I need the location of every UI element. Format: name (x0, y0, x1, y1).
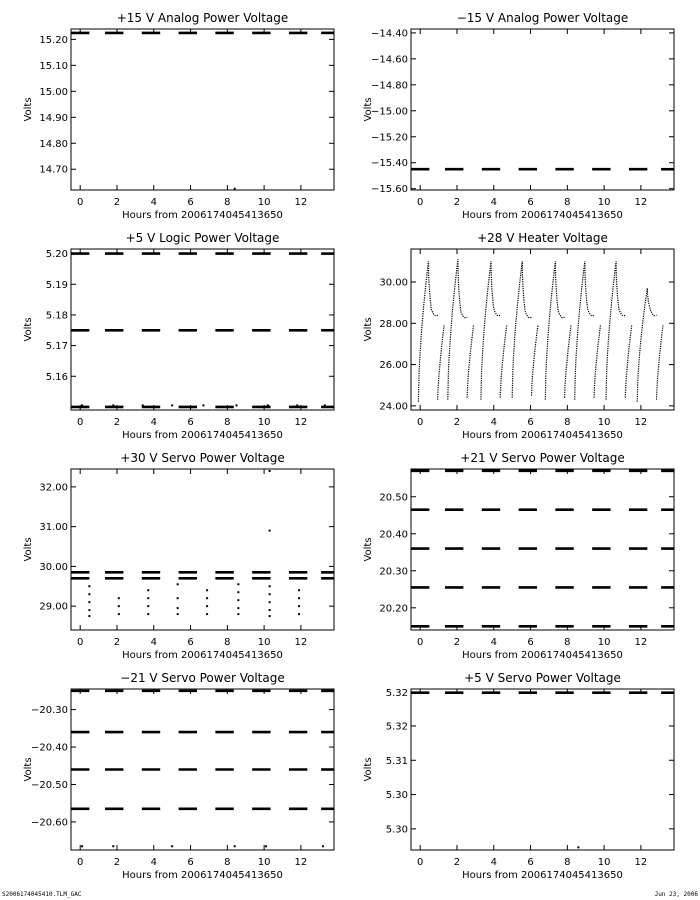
heater-cycle-line (575, 261, 594, 399)
heater-recovery-line (532, 325, 538, 395)
x-tick-label: 6 (527, 197, 534, 208)
y-axis-label: Volts (363, 317, 374, 342)
y-axis-label: Volts (23, 317, 34, 342)
x-tick-label: 12 (294, 417, 308, 428)
y-tick-label: 5.32 (385, 721, 408, 733)
x-tick-label: 6 (187, 197, 194, 208)
x-tick-label: 6 (187, 417, 194, 428)
x-tick-label: 10 (597, 637, 611, 648)
data-point (142, 404, 144, 406)
data-point (237, 591, 239, 593)
y-tick-label: 15.10 (39, 60, 68, 72)
x-tick-label: 2 (453, 857, 461, 868)
data-point (322, 845, 324, 847)
plot-frame (411, 689, 674, 850)
data-point (237, 583, 239, 585)
y-tick-label: −15.40 (370, 158, 408, 170)
data-point (269, 615, 271, 617)
data-point (147, 597, 149, 599)
data-point (118, 613, 120, 615)
data-point (171, 404, 173, 406)
data-point (269, 530, 271, 532)
y-tick-label: 29.00 (39, 601, 68, 613)
data-point (88, 601, 90, 603)
x-tick-label: 12 (294, 637, 308, 648)
y-tick-label: −14.80 (370, 80, 408, 92)
y-tick-label: −15.00 (370, 106, 408, 118)
y-axis-label: Volts (23, 537, 34, 562)
data-point (206, 605, 208, 607)
x-tick-label: 4 (490, 857, 497, 868)
x-tick-label: 0 (417, 857, 424, 868)
data-point (112, 845, 114, 847)
y-tick-label: 32.00 (39, 482, 68, 494)
y-tick-label: 28.00 (379, 318, 408, 330)
x-axis-label: Hours from 2006174045413650 (462, 430, 623, 441)
x-tick-label: 2 (113, 197, 121, 208)
y-tick-label: −15.60 (370, 184, 408, 196)
x-tick-label: 4 (150, 637, 157, 648)
y-tick-label: 14.80 (39, 138, 68, 150)
y-tick-label: 5.31 (385, 755, 408, 767)
x-axis-label: Hours from 2006174045413650 (462, 650, 623, 661)
chart-title: +28 V Heater Voltage (477, 231, 608, 245)
x-tick-label: 4 (150, 197, 157, 208)
data-point (81, 404, 83, 406)
data-point (171, 845, 173, 847)
chart-panel-7 (23, 671, 334, 881)
heater-cycle-line (606, 261, 625, 399)
chart-title: −21 V Servo Power Voltage (120, 671, 285, 685)
x-tick-label: 10 (597, 417, 611, 428)
y-tick-label: 5.20 (45, 249, 68, 261)
chart-panel-8 (363, 671, 674, 881)
data-point (236, 404, 238, 406)
x-tick-label: 0 (77, 417, 84, 428)
x-tick-label: 8 (564, 417, 571, 428)
x-tick-label: 0 (77, 857, 84, 868)
y-tick-label: 5.17 (45, 341, 68, 353)
heater-recovery-line (625, 325, 631, 397)
x-tick-label: 12 (294, 197, 308, 208)
y-tick-label: 14.70 (39, 164, 68, 176)
data-point (88, 615, 90, 617)
x-tick-label: 6 (527, 637, 534, 648)
y-tick-label: 30.00 (39, 561, 68, 573)
data-point (324, 404, 326, 406)
chart-title: +5 V Servo Power Voltage (464, 671, 621, 685)
x-tick-label: 4 (150, 857, 157, 868)
x-axis-label: Hours from 2006174045413650 (462, 210, 623, 221)
heater-recovery-line (657, 325, 664, 399)
y-tick-label: 20.40 (379, 529, 408, 541)
x-tick-label: 8 (224, 857, 231, 868)
x-tick-label: 2 (453, 637, 461, 648)
y-tick-label: 15.20 (39, 34, 68, 46)
x-tick-label: 0 (417, 637, 424, 648)
data-point (147, 613, 149, 615)
plot-frame (71, 29, 334, 190)
data-point (269, 601, 271, 603)
y-tick-label: 30.00 (379, 277, 408, 289)
data-point (269, 593, 271, 595)
data-point (269, 609, 271, 611)
x-tick-label: 4 (490, 417, 497, 428)
chart-title: +5 V Logic Power Voltage (125, 231, 280, 245)
data-point (177, 597, 179, 599)
footer-right-label: Jun 23, 2006 (654, 891, 698, 898)
x-tick-label: 10 (257, 417, 271, 428)
x-axis-label: Hours from 2006174045413650 (122, 650, 283, 661)
data-point (298, 613, 300, 615)
chart-title: +30 V Servo Power Voltage (120, 451, 285, 465)
y-tick-label: 31.00 (39, 522, 68, 534)
footer-left-label: S2006174045410.TLM_GAC (2, 891, 82, 898)
x-tick-label: 8 (564, 637, 571, 648)
data-point (237, 613, 239, 615)
plot-frame (411, 249, 674, 410)
plot-frame (71, 469, 334, 630)
x-tick-label: 0 (77, 637, 84, 648)
x-axis-label: Hours from 2006174045413650 (462, 870, 623, 881)
x-tick-label: 8 (224, 197, 231, 208)
data-point (296, 404, 298, 406)
chart-panel-2 (363, 11, 674, 221)
data-point (88, 585, 90, 587)
data-point (147, 605, 149, 607)
heater-recovery-line (467, 325, 473, 397)
x-tick-label: 2 (113, 637, 121, 648)
x-tick-label: 6 (187, 637, 194, 648)
y-axis-label: Volts (363, 97, 374, 122)
chart-panel-1 (23, 11, 334, 221)
chart-title: −15 V Analog Power Voltage (456, 11, 629, 25)
data-point (269, 585, 271, 587)
heater-recovery-line (565, 325, 571, 397)
heater-cycle-line (637, 288, 656, 402)
heater-cycle-line (481, 261, 500, 399)
y-tick-label: 5.18 (45, 310, 68, 322)
y-tick-label: −20.30 (30, 705, 68, 717)
x-tick-label: 8 (564, 197, 571, 208)
data-point (206, 613, 208, 615)
y-tick-label: −14.60 (370, 54, 408, 66)
y-tick-label: −20.40 (30, 742, 68, 754)
data-point (237, 599, 239, 601)
heater-cycle-line (448, 259, 467, 399)
heater-cycle-line (512, 261, 531, 397)
data-point (118, 605, 120, 607)
data-point (577, 846, 579, 848)
x-tick-label: 2 (113, 857, 121, 868)
x-tick-label: 12 (634, 197, 648, 208)
chart-panel-4 (363, 231, 674, 441)
data-point (147, 589, 149, 591)
heater-recovery-line (438, 325, 444, 399)
x-axis-label: Hours from 2006174045413650 (122, 870, 283, 881)
x-tick-label: 10 (257, 637, 271, 648)
chart-title: +15 V Analog Power Voltage (116, 11, 289, 25)
data-point (206, 589, 208, 591)
data-point (88, 609, 90, 611)
y-tick-label: 14.90 (39, 112, 68, 124)
x-tick-label: 4 (150, 417, 157, 428)
data-point (118, 597, 120, 599)
y-tick-label: 15.00 (39, 86, 68, 98)
y-tick-label: 5.30 (385, 824, 408, 836)
data-point (237, 607, 239, 609)
data-point (234, 845, 236, 847)
y-tick-label: 5.32 (385, 688, 408, 700)
x-tick-label: 8 (224, 417, 231, 428)
x-tick-label: 10 (597, 197, 611, 208)
x-tick-label: 2 (453, 197, 461, 208)
data-point (177, 583, 179, 585)
y-axis-label: Volts (23, 97, 34, 122)
x-tick-label: 6 (527, 417, 534, 428)
x-tick-label: 8 (224, 637, 231, 648)
y-tick-label: 5.16 (45, 371, 68, 383)
data-point (298, 605, 300, 607)
x-tick-label: 0 (77, 197, 84, 208)
data-point (177, 607, 179, 609)
y-tick-label: 26.00 (379, 360, 408, 372)
chart-panel-3 (23, 231, 334, 441)
x-tick-label: 10 (257, 857, 271, 868)
data-point (269, 470, 271, 472)
chart-panel-6 (363, 451, 674, 661)
y-tick-label: 20.20 (379, 603, 408, 615)
data-point (265, 845, 267, 847)
x-tick-label: 2 (453, 417, 461, 428)
x-tick-label: 12 (294, 857, 308, 868)
y-axis-label: Volts (363, 757, 374, 782)
heater-cycle-line (418, 261, 437, 401)
data-point (298, 597, 300, 599)
data-point (206, 597, 208, 599)
y-tick-label: −20.50 (30, 779, 68, 791)
data-point (81, 845, 83, 847)
x-tick-label: 12 (634, 637, 648, 648)
data-point (202, 404, 204, 406)
y-tick-label: 24.00 (379, 401, 408, 413)
data-point (177, 613, 179, 615)
x-tick-label: 8 (564, 857, 571, 868)
heater-recovery-line (594, 325, 600, 397)
x-tick-label: 6 (527, 857, 534, 868)
y-tick-label: 5.19 (45, 279, 68, 291)
x-tick-label: 10 (257, 197, 271, 208)
x-tick-label: 0 (417, 417, 424, 428)
x-tick-label: 4 (490, 197, 497, 208)
data-point (234, 188, 236, 190)
data-point (88, 593, 90, 595)
y-tick-label: −14.40 (370, 28, 408, 40)
y-axis-label: Volts (23, 757, 34, 782)
heater-cycle-line (545, 261, 564, 399)
x-tick-label: 12 (634, 857, 648, 868)
heater-recovery-line (500, 325, 506, 397)
y-tick-label: −20.60 (30, 817, 68, 829)
x-tick-label: 2 (113, 417, 121, 428)
x-tick-label: 6 (187, 857, 194, 868)
data-point (112, 404, 114, 406)
y-axis-label: Volts (363, 537, 374, 562)
y-tick-label: −15.20 (370, 132, 408, 144)
x-axis-label: Hours from 2006174045413650 (122, 430, 283, 441)
y-tick-label: 5.30 (385, 790, 408, 802)
chart-panel-5 (23, 451, 334, 661)
x-tick-label: 12 (634, 417, 648, 428)
data-point (298, 589, 300, 591)
x-tick-label: 0 (417, 197, 424, 208)
x-tick-label: 4 (490, 637, 497, 648)
x-tick-label: 10 (597, 857, 611, 868)
x-axis-label: Hours from 2006174045413650 (122, 210, 283, 221)
y-tick-label: 20.50 (379, 492, 408, 504)
chart-title: +21 V Servo Power Voltage (460, 451, 625, 465)
data-point (267, 404, 269, 406)
plot-frame (411, 29, 674, 190)
y-tick-label: 20.30 (379, 566, 408, 578)
